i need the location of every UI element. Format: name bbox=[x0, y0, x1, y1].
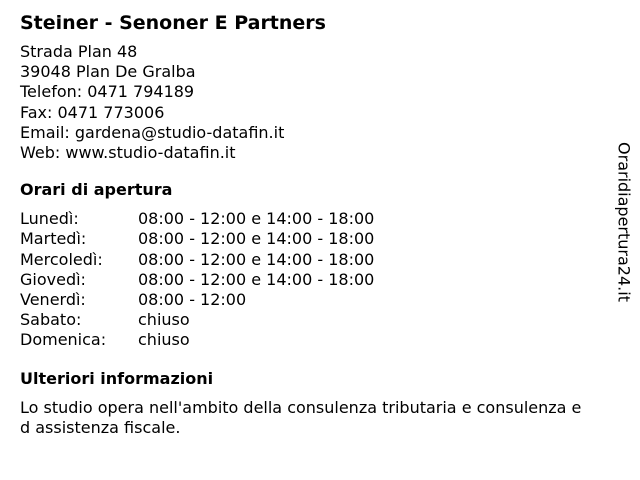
day-label: Lunedì: bbox=[20, 209, 79, 229]
opening-hours-heading: Orari di apertura bbox=[20, 180, 173, 200]
site-brand-vertical: Oraridiapertura24.it bbox=[614, 142, 634, 302]
further-info-text: Lo studio opera nell'ambito della consulenza tributaria e consulenza ed assistenza fiscale. bbox=[20, 397, 582, 438]
day-label: Mercoledì: bbox=[20, 249, 103, 269]
address-block bbox=[20, 42, 600, 163]
street-address: Strada Plan 48 bbox=[20, 42, 138, 61]
business-card bbox=[20, 10, 600, 439]
hours-row bbox=[20, 229, 600, 249]
hours-row bbox=[20, 330, 600, 350]
phone-number: Telefon: 0471 794189 bbox=[20, 82, 195, 102]
fax-number: Fax: 0471 773006 bbox=[20, 102, 165, 122]
hours-row bbox=[20, 209, 600, 229]
day-label: Venerdì: bbox=[20, 289, 86, 309]
time-value: chiuso bbox=[138, 310, 190, 330]
website: Web: www.studio-datafin.it bbox=[20, 143, 236, 163]
time-value: 08:00 - 12:00 e 14:00 - 18:00 bbox=[138, 269, 375, 289]
day-label: Giovedì: bbox=[20, 269, 86, 289]
time-value: 08:00 - 12:00 e 14:00 - 18:00 bbox=[138, 249, 375, 269]
day-label: Martedì: bbox=[20, 229, 87, 249]
time-value: chiuso bbox=[138, 330, 190, 350]
time-value: 08:00 - 12:00 bbox=[138, 289, 247, 309]
opening-hours-table bbox=[20, 209, 600, 350]
hours-row bbox=[20, 290, 600, 310]
hours-row bbox=[20, 270, 600, 290]
hours-row bbox=[20, 250, 600, 270]
email-address: Email: gardena@studio-datafin.it bbox=[20, 122, 285, 142]
business-name: Steiner - Senoner E Partners bbox=[20, 12, 326, 34]
day-label: Sabato: bbox=[20, 310, 82, 330]
further-info-heading: Ulteriori informazioni bbox=[20, 368, 214, 388]
time-value: 08:00 - 12:00 e 14:00 - 18:00 bbox=[138, 209, 375, 229]
postal-city: 39048 Plan De Gralba bbox=[20, 62, 196, 82]
day-label: Domenica: bbox=[20, 330, 107, 350]
time-value: 08:00 - 12:00 e 14:00 - 18:00 bbox=[138, 229, 375, 249]
hours-row bbox=[20, 310, 600, 330]
